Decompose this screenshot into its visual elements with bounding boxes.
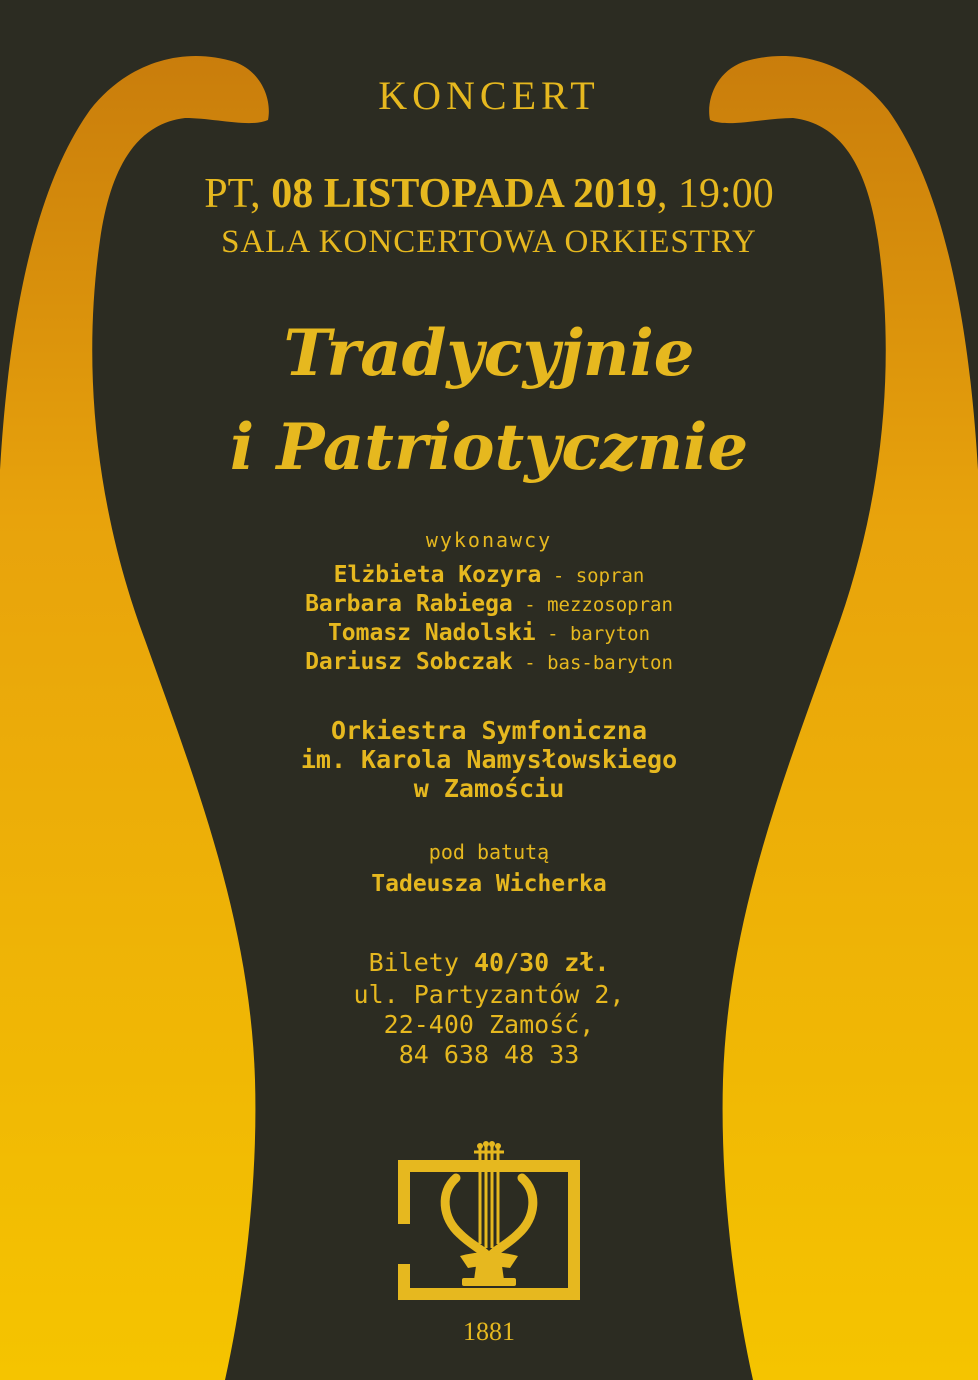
performer-item bbox=[0, 562, 978, 588]
performer-item bbox=[0, 591, 978, 617]
phone-number: 84 638 48 33 bbox=[398, 1040, 580, 1069]
tickets-label: Bilety bbox=[368, 948, 474, 977]
address-street: ul. Partyzantów 2, bbox=[353, 980, 625, 1009]
performer-name: Elżbieta Kozyra bbox=[333, 562, 542, 588]
performer-role: - bas-baryton bbox=[512, 652, 673, 674]
concert-title-line-2: i Patriotycznie bbox=[229, 410, 749, 485]
orchestra-line: im. Karola Namysłowskiego bbox=[300, 745, 678, 774]
performer-role: - mezzosopran bbox=[512, 594, 673, 616]
performer-name: Dariusz Sobczak bbox=[305, 649, 513, 675]
tickets-info bbox=[0, 948, 978, 977]
founding-year: 1881 bbox=[463, 1317, 515, 1346]
performer-role: - baryton bbox=[535, 623, 651, 645]
performer-role: - sopran bbox=[541, 565, 645, 587]
event-weekday: PT, bbox=[204, 171, 261, 217]
performer-item bbox=[0, 649, 978, 675]
performer-name: Tomasz Nadolski bbox=[327, 620, 536, 646]
concert-title-line-1: Tradycyjnie bbox=[283, 316, 695, 391]
performer-item bbox=[0, 620, 978, 646]
address-city: 22-400 Zamość, bbox=[383, 1010, 595, 1039]
event-time: , 19:00 bbox=[657, 171, 774, 217]
performer-name: Barbara Rabiega bbox=[305, 591, 513, 617]
baton-label: pod batutą bbox=[428, 840, 550, 864]
event-date-main: 08 LISTOPADA 2019 bbox=[271, 171, 658, 217]
lyre-icon bbox=[398, 1140, 580, 1300]
performers-label: wykonawcy bbox=[425, 528, 553, 552]
conductor-name: Tadeusza Wicherka bbox=[371, 871, 607, 897]
orchestra-line: w Zamościu bbox=[413, 774, 565, 803]
event-venue: SALA KONCERTOWA ORKIESTRY bbox=[221, 224, 757, 260]
event-date bbox=[0, 170, 978, 218]
orchestra-line: Orkiestra Symfoniczna bbox=[330, 716, 648, 745]
concert-label: KONCERT bbox=[378, 73, 600, 118]
tickets-price: 40/30 zł. bbox=[473, 948, 610, 977]
